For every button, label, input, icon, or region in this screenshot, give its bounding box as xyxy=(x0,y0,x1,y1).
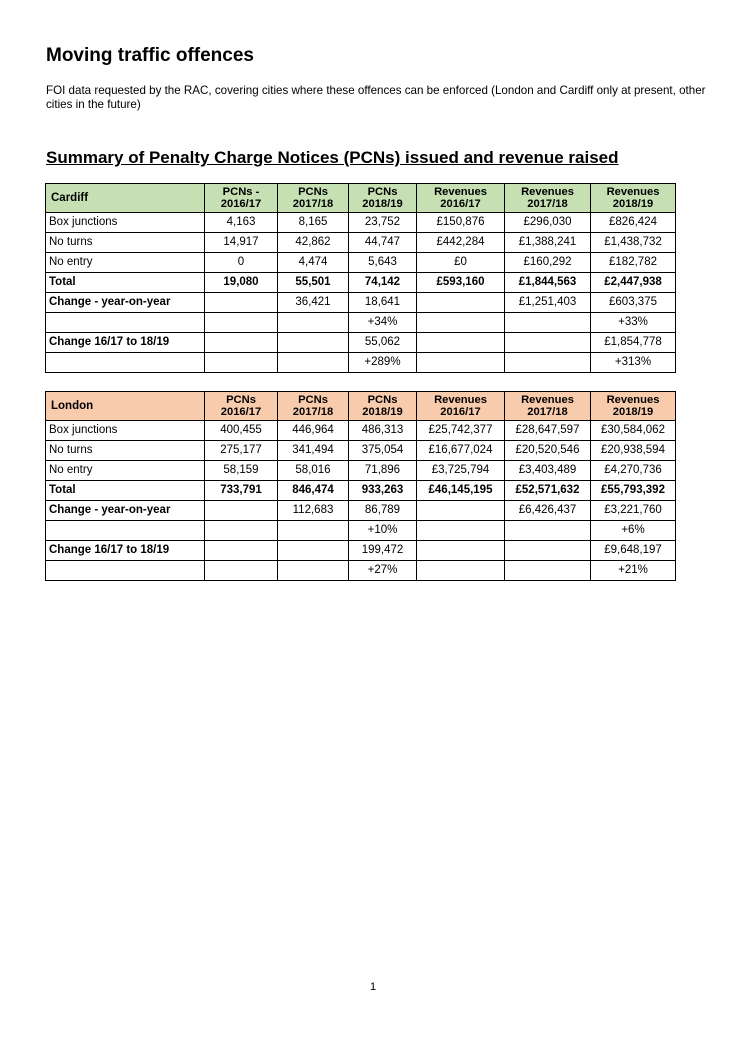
header-line: London xyxy=(51,400,94,412)
header-line: 2017/18 xyxy=(527,406,568,418)
row-label: No entry xyxy=(46,461,205,481)
header-line: 2017/18 xyxy=(292,198,334,210)
table-cell: £1,251,403 xyxy=(505,293,591,313)
table-cell: £9,648,197 xyxy=(591,541,676,561)
table-cell xyxy=(417,561,505,581)
table-cell: 846,474 xyxy=(278,481,349,501)
table-cell: £1,854,778 xyxy=(591,333,676,353)
table-cell xyxy=(205,353,278,373)
table-cell xyxy=(417,333,505,353)
row-label xyxy=(46,521,205,541)
header-line: Revenues xyxy=(606,186,660,198)
table-cell: 55,062 xyxy=(349,333,417,353)
table-row xyxy=(46,313,676,333)
table-cell xyxy=(505,333,591,353)
table-row xyxy=(46,481,676,501)
row-label xyxy=(46,353,205,373)
table-row xyxy=(46,253,676,273)
table-cell: 58,016 xyxy=(278,461,349,481)
table-cell: 486,313 xyxy=(349,421,417,441)
table-cell: £1,844,563 xyxy=(505,273,591,293)
row-label xyxy=(46,313,205,333)
table-cell: £182,782 xyxy=(591,253,676,273)
table-cell: 74,142 xyxy=(349,273,417,293)
table-cell: 5,643 xyxy=(349,253,417,273)
table-cell: £20,938,594 xyxy=(591,441,676,461)
table-cell: £30,584,062 xyxy=(591,421,676,441)
table-cell: 275,177 xyxy=(205,441,278,461)
table-cell: £20,520,546 xyxy=(505,441,591,461)
table-row xyxy=(46,421,676,441)
table-cell xyxy=(505,521,591,541)
table-cell: 42,862 xyxy=(278,233,349,253)
table-cell xyxy=(278,561,349,581)
table-cell: 55,501 xyxy=(278,273,349,293)
table-cell: 400,455 xyxy=(205,421,278,441)
table-cell xyxy=(417,521,505,541)
row-label: No turns xyxy=(46,233,205,253)
table-cell: 446,964 xyxy=(278,421,349,441)
header-line: PCNs xyxy=(298,186,328,198)
column-header xyxy=(591,392,676,421)
table-cell: 86,789 xyxy=(349,501,417,521)
table-cell: +21% xyxy=(591,561,676,581)
table-row xyxy=(46,213,676,233)
header-line: 2016/17 xyxy=(220,406,262,418)
table-cell xyxy=(505,561,591,581)
table-row xyxy=(46,333,676,353)
row-label: Change - year-on-year xyxy=(46,293,205,313)
table-cell: £1,438,732 xyxy=(591,233,676,253)
table-cell xyxy=(278,333,349,353)
header-line: Cardiff xyxy=(51,192,89,204)
header-line: 2016/17 xyxy=(440,406,481,418)
table-cell: 23,752 xyxy=(349,213,417,233)
table-cell: 19,080 xyxy=(205,273,278,293)
column-header xyxy=(278,392,349,421)
cardiff-table xyxy=(45,183,676,373)
table-cell: £1,388,241 xyxy=(505,233,591,253)
header-line: 2017/18 xyxy=(292,406,334,418)
header-line: 2018/19 xyxy=(362,406,403,418)
table-cell xyxy=(205,313,278,333)
header-line: PCNs xyxy=(367,186,398,198)
column-header xyxy=(505,392,591,421)
table-header-row xyxy=(46,184,676,213)
table-cell: £4,270,736 xyxy=(591,461,676,481)
column-header xyxy=(349,184,417,213)
table-cell: 44,747 xyxy=(349,233,417,253)
table-cell: £593,160 xyxy=(417,273,505,293)
table-cell: 341,494 xyxy=(278,441,349,461)
header-line: PCNs xyxy=(298,394,328,406)
header-line: Revenues xyxy=(521,186,574,198)
table-cell: 0 xyxy=(205,253,278,273)
table-cell xyxy=(505,313,591,333)
table-cell xyxy=(205,541,278,561)
table-cell: 8,165 xyxy=(278,213,349,233)
table-cell xyxy=(505,353,591,373)
table-cell: £3,725,794 xyxy=(417,461,505,481)
header-line: 2018/19 xyxy=(362,198,403,210)
header-line: Revenues xyxy=(434,186,487,198)
page-number: 1 xyxy=(369,981,377,993)
table-cell: 18,641 xyxy=(349,293,417,313)
table-cell: 71,896 xyxy=(349,461,417,481)
table-cell xyxy=(417,293,505,313)
column-header xyxy=(349,392,417,421)
table-cell: £296,030 xyxy=(505,213,591,233)
column-header xyxy=(417,392,505,421)
table-cell xyxy=(205,561,278,581)
table-cell: £28,647,597 xyxy=(505,421,591,441)
header-line: Revenues xyxy=(434,394,487,406)
table-cell: £6,426,437 xyxy=(505,501,591,521)
table-row xyxy=(46,541,676,561)
table-cell: £2,447,938 xyxy=(591,273,676,293)
table-cell: +289% xyxy=(349,353,417,373)
table-cell: 4,163 xyxy=(205,213,278,233)
table-row xyxy=(46,521,676,541)
table-cell: 14,917 xyxy=(205,233,278,253)
table-cell xyxy=(278,313,349,333)
row-label: No entry xyxy=(46,253,205,273)
table-cell xyxy=(205,501,278,521)
table-cell: +6% xyxy=(591,521,676,541)
table-cell: £160,292 xyxy=(505,253,591,273)
table-cell: £52,571,632 xyxy=(505,481,591,501)
table-city-header xyxy=(46,392,205,421)
table-cell: 36,421 xyxy=(278,293,349,313)
column-header xyxy=(205,184,278,213)
table-cell: 112,683 xyxy=(278,501,349,521)
column-header xyxy=(591,184,676,213)
table-cell: £826,424 xyxy=(591,213,676,233)
table-cell xyxy=(278,353,349,373)
table-cell xyxy=(417,353,505,373)
table-cell: 733,791 xyxy=(205,481,278,501)
table-header-row xyxy=(46,392,676,421)
table-cell: £25,742,377 xyxy=(417,421,505,441)
table-cell: £3,403,489 xyxy=(505,461,591,481)
column-header xyxy=(205,392,278,421)
table-row xyxy=(46,441,676,461)
table-cell: +10% xyxy=(349,521,417,541)
table-cell: 199,472 xyxy=(349,541,417,561)
header-line: 2018/19 xyxy=(612,406,654,418)
table-cell: +313% xyxy=(591,353,676,373)
london-table xyxy=(45,391,676,581)
header-line: PCNs xyxy=(367,394,398,406)
table-cell xyxy=(278,541,349,561)
intro-paragraph: FOI data requested by the RAC, covering cities where these offences can be enforced (London and Cardiff only at present, other cities in the future) xyxy=(46,84,706,111)
table-cell xyxy=(205,293,278,313)
table-cell xyxy=(417,501,505,521)
table-cell xyxy=(278,521,349,541)
table-row xyxy=(46,461,676,481)
table-cell xyxy=(205,521,278,541)
table-cell: +27% xyxy=(349,561,417,581)
table-row xyxy=(46,273,676,293)
header-line: PCNs - xyxy=(222,186,260,198)
table-cell: +34% xyxy=(349,313,417,333)
column-header xyxy=(505,184,591,213)
table-cell: £0 xyxy=(417,253,505,273)
header-line: 2017/18 xyxy=(527,198,568,210)
page-title: Moving traffic offences xyxy=(46,45,254,66)
header-line: 2016/17 xyxy=(440,198,481,210)
table-row xyxy=(46,353,676,373)
column-header xyxy=(417,184,505,213)
table-cell: 58,159 xyxy=(205,461,278,481)
row-label: Total xyxy=(46,273,205,293)
row-label: Total xyxy=(46,481,205,501)
table-cell: 4,474 xyxy=(278,253,349,273)
table-cell: £442,284 xyxy=(417,233,505,253)
table-row xyxy=(46,501,676,521)
row-label: Box junctions xyxy=(46,213,205,233)
table-cell: £150,876 xyxy=(417,213,505,233)
table-row xyxy=(46,293,676,313)
table-row xyxy=(46,561,676,581)
row-label: Box junctions xyxy=(46,421,205,441)
table-cell xyxy=(205,333,278,353)
table-city-header xyxy=(46,184,205,213)
table-cell: +33% xyxy=(591,313,676,333)
table-cell: 375,054 xyxy=(349,441,417,461)
row-label: Change 16/17 to 18/19 xyxy=(46,541,205,561)
header-line: 2016/17 xyxy=(220,198,262,210)
column-header xyxy=(278,184,349,213)
row-label: Change - year-on-year xyxy=(46,501,205,521)
table-cell: £603,375 xyxy=(591,293,676,313)
table-cell: £55,793,392 xyxy=(591,481,676,501)
row-label: Change 16/17 to 18/19 xyxy=(46,333,205,353)
table-cell: £46,145,195 xyxy=(417,481,505,501)
table-cell xyxy=(505,541,591,561)
row-label xyxy=(46,561,205,581)
header-line: 2018/19 xyxy=(612,198,654,210)
row-label: No turns xyxy=(46,441,205,461)
table-cell: £16,677,024 xyxy=(417,441,505,461)
header-line: Revenues xyxy=(606,394,660,406)
table-cell: £3,221,760 xyxy=(591,501,676,521)
section-heading: Summary of Penalty Charge Notices (PCNs) issued and revenue raised xyxy=(46,148,619,167)
table-cell xyxy=(417,313,505,333)
table-cell: 933,263 xyxy=(349,481,417,501)
header-line: PCNs xyxy=(226,394,256,406)
table-row xyxy=(46,233,676,253)
header-line: Revenues xyxy=(521,394,574,406)
table-cell xyxy=(417,541,505,561)
